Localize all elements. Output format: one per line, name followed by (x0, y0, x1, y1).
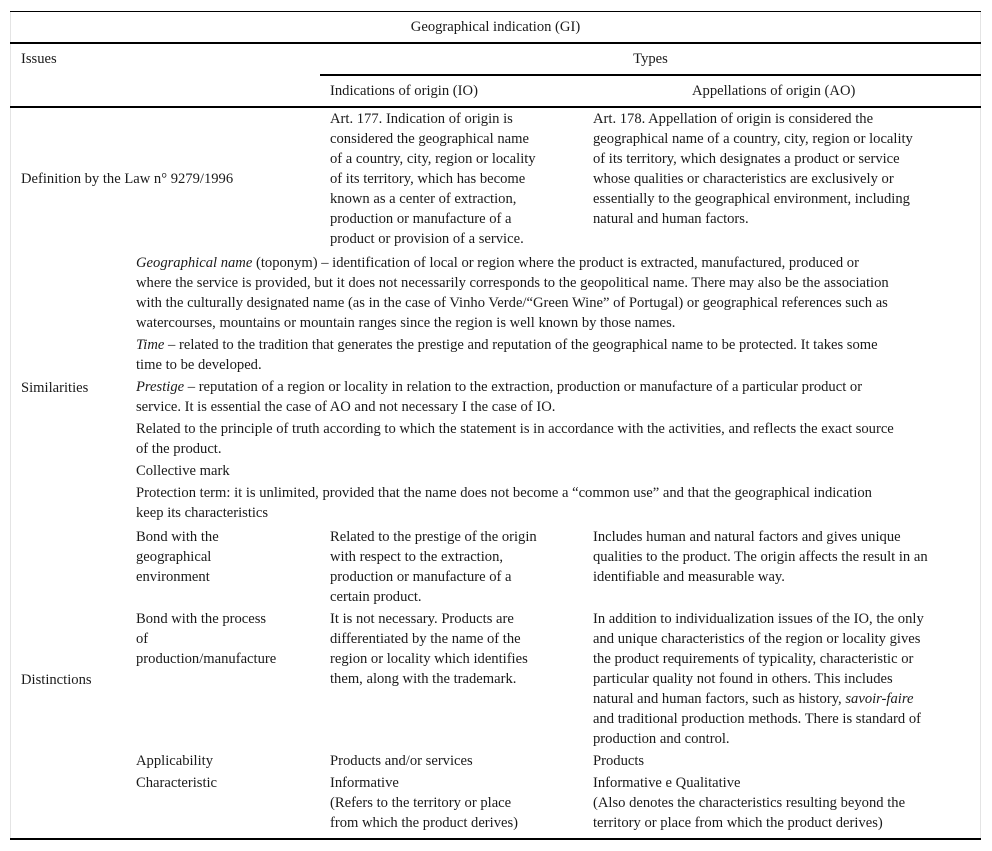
text-line: production/manufacture (136, 651, 277, 667)
text-line: production or manufacture of a (330, 211, 512, 227)
text-line: geographical name of a country, city, region or locality (593, 131, 913, 147)
text-line: essentially to the geographical environment, including (593, 191, 910, 207)
text-line: particular quality not found in others. This includes (593, 671, 893, 687)
text-line: time to be developed. (136, 357, 262, 373)
text-line: and unique characteristics of the region or locality gives (593, 631, 921, 647)
text-line: the product requirements of typicality, characteristic or (593, 651, 914, 667)
text-line: Products and/or services (330, 753, 473, 769)
rule-types (320, 74, 981, 76)
distinctions-label: Distinctions (21, 672, 92, 688)
text-line (136, 377, 862, 397)
text-line: Collective mark (136, 463, 230, 479)
text-line: service. It is essential the case of AO and not necessary I the case of IO. (136, 399, 556, 415)
text-line: known as a center of extraction, (330, 191, 517, 207)
table-title: Geographical indication (GI) (410, 19, 581, 35)
rule-header-1 (10, 42, 981, 44)
text-line: geographical (136, 549, 212, 565)
text-line: environment (136, 569, 210, 585)
text-line: Informative e Qualitative (593, 775, 741, 791)
text-line: with respect to the extraction, (330, 549, 504, 565)
italic-term: savoir-faire (845, 691, 914, 707)
text-line: Related to the prestige of the origin (330, 529, 537, 545)
text-line: Bond with the process (136, 611, 267, 627)
text-line: watercourses, mountains or mountain ranges since the region is well known by those names. (136, 315, 676, 331)
text-line: product or provision of a service. (330, 231, 524, 247)
text-line: Informative (330, 775, 399, 791)
text-line: differentiated by the name of the (330, 631, 521, 647)
text-line: Includes human and natural factors and gives unique (593, 529, 901, 545)
text-line: of the product. (136, 441, 222, 457)
definition-label: Definition by the Law n° 9279/1996 (21, 171, 234, 187)
text-line: identifiable and measurable way. (593, 569, 785, 585)
text-line: (Refers to the territory or place (330, 795, 512, 811)
text-line: certain product. (330, 589, 422, 605)
text-line: and traditional production methods. There is standard of (593, 711, 922, 727)
text-line: Applicability (136, 753, 214, 769)
text-line: region or locality which identifies (330, 651, 528, 667)
text-line: territory or place from which the product derives) (593, 815, 883, 831)
text-line: Bond with the (136, 529, 219, 545)
text-line: natural and human factors. (593, 211, 749, 227)
text-line: with the culturally designated name (as in the case of Vinho Verde/“Green Wine” of Portugal) or geographical references such as (136, 295, 888, 311)
term: Prestige (136, 379, 185, 395)
text-line: In addition to individualization issues of the IO, the only (593, 611, 924, 627)
text-line: of a country, city, region or locality (330, 151, 536, 167)
header-issues: Issues (21, 51, 57, 67)
text-line (593, 689, 913, 709)
header-types: Types (633, 51, 668, 67)
text-line: Related to the principle of truth according to which the statement is in accordance with the activities, and reflects the exact source (136, 421, 894, 437)
rule-header-bottom (10, 106, 981, 108)
text-line: Art. 177. Indication of origin is (330, 111, 513, 127)
text-line: of (136, 631, 149, 647)
text-line: Characteristic (136, 775, 218, 791)
text-line: (Also denotes the characteristics resulting beyond the (593, 795, 906, 811)
term: Geographical name (136, 255, 253, 271)
text-line: It is not necessary. Products are (330, 611, 514, 627)
text-line: considered the geographical name (330, 131, 529, 147)
text-line (136, 253, 859, 273)
text-line: Products (593, 753, 645, 769)
text-line: of its territory, which has become (330, 171, 526, 187)
text-line: Art. 178. Appellation of origin is considered the (593, 111, 874, 127)
text-line: production and control. (593, 731, 730, 747)
header-io: Indications of origin (IO) (330, 83, 478, 99)
text-line: keep its characteristics (136, 505, 269, 521)
text-line: production or manufacture of a (330, 569, 512, 585)
text-line: qualities to the product. The origin affects the result in an (593, 549, 928, 565)
text: – reputation of a region or locality in relation to the extraction, production or manufacture of a particular product or (184, 379, 863, 395)
rule-top (10, 11, 981, 12)
text-line (136, 335, 878, 355)
text: (toponym) – identification of local or region where the product is extracted, manufactured, produced or (252, 255, 859, 271)
text-line: from which the product derives) (330, 815, 519, 831)
rule-bottom (10, 838, 981, 840)
term: Time (136, 337, 165, 353)
text: natural and human factors, such as history, (593, 691, 846, 707)
similarities-label: Similarities (21, 380, 89, 396)
text-line: of its territory, which designates a product or service (593, 151, 900, 167)
text: – related to the tradition that generates the prestige and reputation of the geographical name to be protected. It takes some (164, 337, 878, 353)
text-line: whose qualities or characteristics are exclusively or (593, 171, 894, 187)
text-line: where the service is provided, but it does not necessarily corresponds to the geopolitical name. There may also be the association (136, 275, 889, 291)
text-line: them, along with the trademark. (330, 671, 517, 687)
text-line: Protection term: it is unlimited, provided that the name does not become a “common use” and that the geographical indication (136, 485, 872, 501)
header-ao: Appellations of origin (AO) (692, 83, 856, 99)
